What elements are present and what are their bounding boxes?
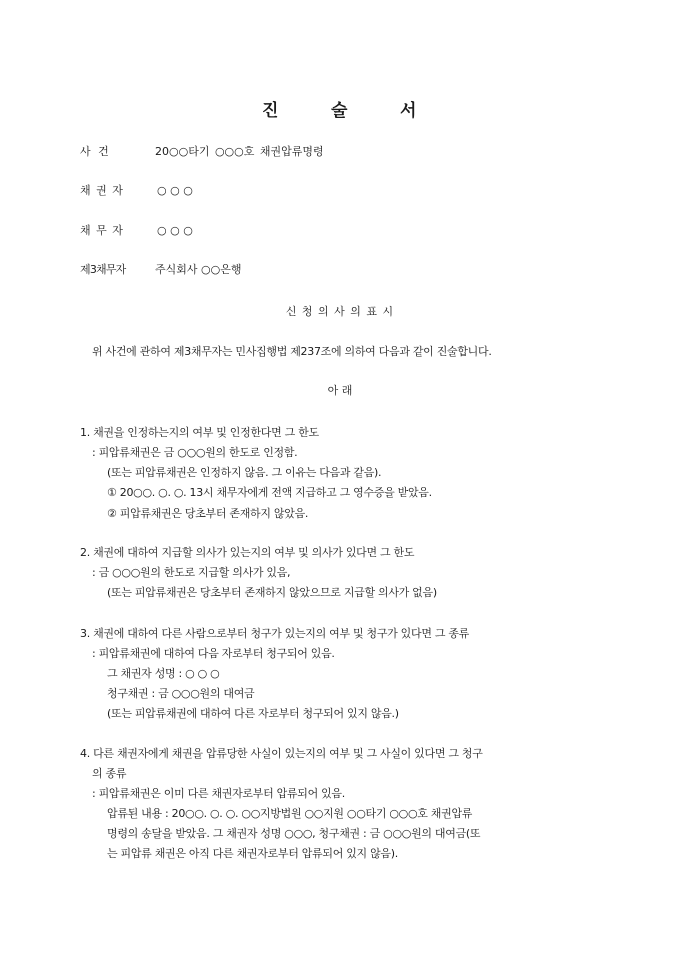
creditor-label: 채 권 자 — [80, 184, 124, 197]
below-heading: 아 래 — [327, 384, 353, 397]
item-line: (또는 피압류채권은 당초부터 존재하지 않았으므로 지급할 의사가 없음) — [107, 586, 437, 599]
item-line: 명령의 송달을 받았음. 그 채권자 성명 ○○○, 청구채권 : 금 ○○○원의 대여금(또 — [107, 827, 481, 840]
item-line: : 피압류채권은 이미 다른 채권자로부터 압류되어 있음. — [92, 787, 345, 800]
item-heading: 1. 채권을 인정하는지의 여부 및 인정한다면 그 한도 — [80, 426, 319, 439]
debtor-label: 채 무 자 — [80, 224, 124, 237]
title-char: 서 — [400, 101, 417, 121]
section-heading: 신 청 의 사 의 표 시 — [285, 305, 395, 318]
item-line: : 금 ○○○원의 한도로 지급할 의사가 있음, — [92, 566, 291, 579]
item-line: ② 피압류채권은 당초부터 존재하지 않았음. — [107, 507, 309, 520]
case-value: 20○○타기 ○○○호 채권압류명령 — [155, 145, 324, 158]
creditor-value: ○ ○ ○ — [157, 184, 193, 197]
item-line: : 피압류채권은 금 ○○○원의 한도로 인정함. — [92, 446, 298, 459]
item-line: 그 채권자 성명 : ○ ○ ○ — [107, 667, 220, 680]
item-heading: 2. 채권에 대하여 지급할 의사가 있는지의 여부 및 의사가 있다면 그 한도 — [80, 546, 415, 559]
item-heading: 4. 다른 채권자에게 채권을 압류당한 사실이 있는지의 여부 및 그 사실이 있다면 그 청구 — [80, 747, 483, 760]
item-line: 청구채권 : 금 ○○○원의 대여금 — [107, 687, 255, 700]
intro-text: 위 사건에 관하여 제3채무자는 민사집행법 제237조에 의하여 다음과 같이 진술합니다. — [92, 345, 492, 358]
item-line: 압류된 내용 : 20○○. ○. ○. ○○지방법원 ○○지원 ○○타기 ○○○호 채권압류 — [107, 807, 473, 820]
third-debtor-value: 주식회사 ○○은행 — [155, 263, 242, 276]
item-heading-cont: 의 종류 — [92, 767, 127, 780]
title-char: 술 — [331, 101, 348, 121]
item-heading: 3. 채권에 대하여 다른 사람으로부터 청구가 있는지의 여부 및 청구가 있다면 그 종류 — [80, 627, 470, 640]
item-line: (또는 피압류채권에 대하여 다른 자로부터 청구되어 있지 않음.) — [107, 707, 399, 720]
case-label: 사 건 — [80, 145, 111, 158]
item-line: 는 피압류 채권은 아직 다른 채권자로부터 압류되어 있지 않음). — [107, 847, 398, 860]
item-line: (또는 피압류채권은 인정하지 않음. 그 이유는 다음과 같음). — [107, 466, 382, 479]
item-line: ① 20○○. ○. ○. 13시 채무자에게 전액 지급하고 그 영수증을 받았음. — [107, 486, 432, 499]
debtor-value: ○ ○ ○ — [157, 224, 193, 237]
title-char: 진 — [262, 101, 279, 121]
third-debtor-label: 제3채무자 — [80, 263, 126, 276]
item-line: : 피압류채권에 대하여 다음 자로부터 청구되어 있음. — [92, 647, 335, 660]
